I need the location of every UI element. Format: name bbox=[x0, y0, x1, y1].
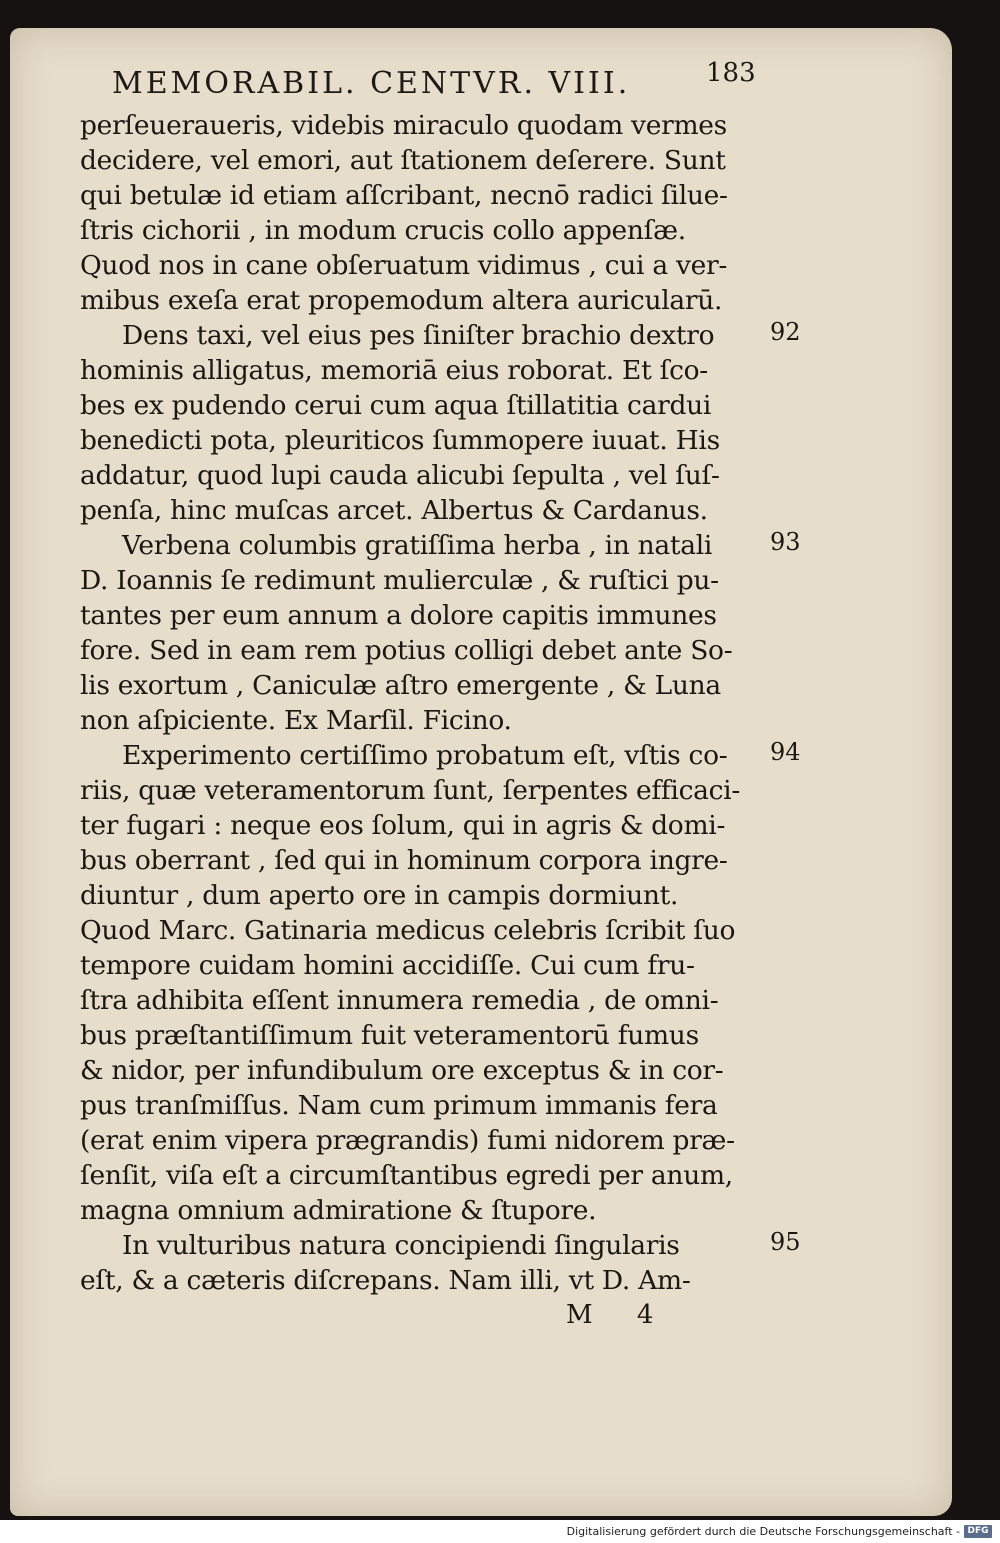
text-line: & nidor, per infundibulum ore exceptus & in cor- bbox=[80, 1055, 724, 1086]
text-line: ter fugari : neque eos ſolum, qui in agris & domi- bbox=[80, 810, 726, 841]
footer-credit: Digitalisierung gefördert durch die Deutsche Forschungsgemeinschaft - bbox=[566, 1525, 960, 1538]
text-line: Verbena columbis gratiſſima herba , in natali bbox=[122, 530, 713, 561]
text-line: bes ex pudendo cerui cum aqua ſtillatitia cardui bbox=[80, 390, 712, 421]
text-line: hominis alligatus, memoriā eius roborat. Et ſco- bbox=[80, 355, 708, 386]
margin-number: 93 bbox=[770, 528, 801, 556]
page-number: 183 bbox=[706, 58, 756, 88]
margin-number: 95 bbox=[770, 1228, 801, 1256]
text-line: tempore cuidam homini accidiſſe. Cui cum fru- bbox=[80, 950, 695, 981]
text-line: non aſpiciente. Ex Marſil. Ficino. bbox=[80, 705, 512, 736]
text-line: bus oberrant , ſed qui in hominum corpora ingre- bbox=[80, 845, 728, 876]
text-line: perſeueraueris, videbis miraculo quodam vermes bbox=[80, 110, 727, 141]
signature-mark: M 4 bbox=[566, 1300, 672, 1330]
text-line: eſt, & a cæteris diſcrepans. Nam illi, vt D. Am- bbox=[80, 1265, 691, 1296]
text-line: D. Ioannis ſe redimunt mulierculæ , & ruſtici pu- bbox=[80, 565, 719, 596]
running-head: MEMORABIL. CENTVR. VIII. bbox=[112, 66, 631, 101]
margin-number: 94 bbox=[770, 738, 801, 766]
text-line: magna omnium admiratione & ſtupore. bbox=[80, 1195, 597, 1226]
text-line: In vulturibus natura concipiendi ſingularis bbox=[122, 1230, 680, 1261]
text-line: ſenſit, viſa eſt a circumſtantibus egredi per anum, bbox=[80, 1160, 733, 1191]
text-line: Experimento certiſſimo probatum eſt, vſtis co- bbox=[122, 740, 728, 771]
text-line: lis exortum , Caniculæ aſtro emergente , & Luna bbox=[80, 670, 721, 701]
text-line: riis, quæ veteramentorum ſunt, ſerpentes efficaci- bbox=[80, 775, 741, 806]
text-line: ſtra adhibita eſſent innumera remedia , de omni- bbox=[80, 985, 719, 1016]
text-line: bus præſtantiſſimum fuit veteramentorū fumus bbox=[80, 1020, 699, 1051]
text-line: diuntur , dum aperto ore in campis dormiunt. bbox=[80, 880, 679, 911]
text-line: fore. Sed in eam rem potius colligi debet ante So- bbox=[80, 635, 733, 666]
text-line: benedicti pota, pleuriticos ſummopere iuuat. His bbox=[80, 425, 720, 456]
dfg-logo-icon: DFG bbox=[964, 1525, 992, 1538]
text-line: Dens taxi, vel eius pes ſiniſter brachio dextro bbox=[122, 320, 715, 351]
text-line: ſtris cichorii , in modum crucis collo appenſæ. bbox=[80, 215, 686, 246]
text-line: pus tranſmiſſus. Nam cum primum immanis fera bbox=[80, 1090, 718, 1121]
text-line: mibus exeſa erat propemodum altera auricularū. bbox=[80, 285, 723, 316]
text-line: decidere, vel emori, aut ſtationem deſerere. Sunt bbox=[80, 145, 726, 176]
margin-number: 92 bbox=[770, 318, 801, 346]
text-line: (erat enim vipera prægrandis) fumi nidorem præ- bbox=[80, 1125, 735, 1156]
text-line: Quod nos in cane obſeruatum vidimus , cui a ver- bbox=[80, 250, 728, 281]
text-line: addatur, quod lupi cauda alicubi ſepulta , vel ſuſ- bbox=[80, 460, 720, 491]
text-line: penſa, hinc muſcas arcet. Albertus & Cardanus. bbox=[80, 495, 708, 526]
text-line: Quod Marc. Gatinaria medicus celebris ſcribit ſuo bbox=[80, 915, 736, 946]
text-line: qui betulæ id etiam aſſcribant, necnō radici ſilue- bbox=[80, 180, 728, 211]
text-line: tantes per eum annum a dolore capitis immunes bbox=[80, 600, 717, 631]
